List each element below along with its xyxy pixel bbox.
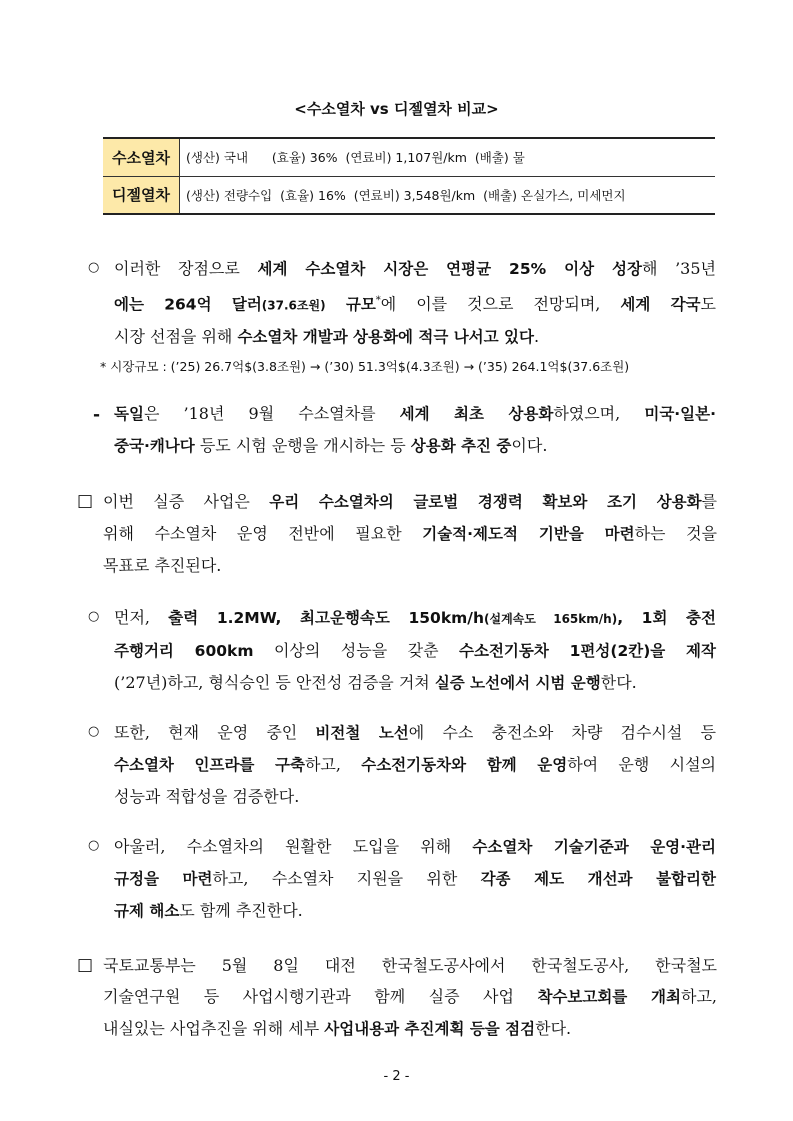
row-label-hydrogen: 수소열차: [103, 138, 180, 176]
table-row: [103, 176, 715, 214]
dash-bullet-icon: -: [93, 405, 101, 425]
table-row: [103, 138, 715, 176]
paragraph-project-goal: 이번 실증 사업은 우리 수소열차의 글로벌 경쟁력 확보와 조기 상용화를 위해 수소열차 운영 전반에 필요한 기술적·제도적 기반을 마련하는 것을 목표로 추진된다.: [103, 492, 718, 575]
square-bullet-icon: □: [77, 491, 94, 511]
circle-bullet-icon: ○: [88, 609, 100, 624]
paragraph-regulation: 아울러, 수소열차의 원활한 도입을 위해 수소열차 기술기준과 운영·관리 규정을 마련하고, 수소열차 지원을 위한 각종 제도 개선과 불합리한 규제 해소도 함께 추진한다.: [114, 837, 716, 920]
circle-bullet-icon: ○: [88, 838, 100, 853]
square-bullet-icon: □: [77, 955, 94, 975]
row-label-diesel: 디젤열차: [103, 176, 180, 214]
table-title: <수소열차 vs 디젤열차 비교>: [294, 100, 499, 118]
row-text-hydrogen: (생산) 국내 (효율) 36% (연료비) 1,107원/km (배출) 물: [180, 138, 716, 176]
comparison-table: [103, 137, 715, 215]
paragraph-market-growth: 이러한 장점으로 세계 수소열차 시장은 연평균 25% 이상 성장해 ’35년 에는 264억 달러(37.6조원) 규모*에 이를 것으로 전망되며, 세계 각국도 시장 선점을 위해 수소열차 개발과 상용화에 적극 나서고 있다.: [114, 259, 716, 347]
row-text-diesel: (생산) 전량수입 (효율) 16% (연료비) 3,548원/km (배출) 온실가스, 미세먼지: [180, 176, 716, 214]
market-size-footnote: * 시장규모 : (’25) 26.7억$(3.8조원) → (’30) 51.3억$(4.3조원) → (’35) 264.1억$(37.6조원): [100, 359, 630, 374]
paragraph-kickoff-meeting: 국토교통부는 5월 8일 대전 한국철도공사에서 한국철도공사, 한국철도 기술연구원 등 사업시행기관과 함께 실증 사업 착수보고회를 개최하고, 내실있는 사업추진을 위해 세부 사업내용과 추진계획 등을 점검한다.: [103, 956, 717, 1038]
circle-bullet-icon: ○: [88, 260, 100, 275]
circle-bullet-icon: ○: [88, 724, 100, 739]
page-number: - 2 -: [383, 1069, 410, 1084]
paragraph-germany-example: 독일은 ’18년 9월 수소열차를 세계 최초 상용화하였으며, 미국·일본· 중국·캐나다 등도 시험 운행을 개시하는 등 상용화 추진 중이다.: [114, 404, 717, 455]
paragraph-infrastructure: 또한, 현재 운영 중인 비전철 노선에 수소 충전소와 차량 검수시설 등 수소열차 인프라를 구축하고, 수소전기동차와 함께 운영하여 운행 시설의 성능과 적합성을 검증한다.: [114, 723, 717, 806]
paragraph-train-production: 먼저, 출력 1.2MW, 최고운행속도 150km/h(설계속도 165km/h), 1회 충전 주행거리 600km 이상의 성능을 갖춘 수소전기동차 1편성(2칸)을 제작 (’27년)하고, 형식승인 등 안전성 검증을 거쳐 실증 노선에서 시범 운행한다.: [114, 608, 716, 692]
